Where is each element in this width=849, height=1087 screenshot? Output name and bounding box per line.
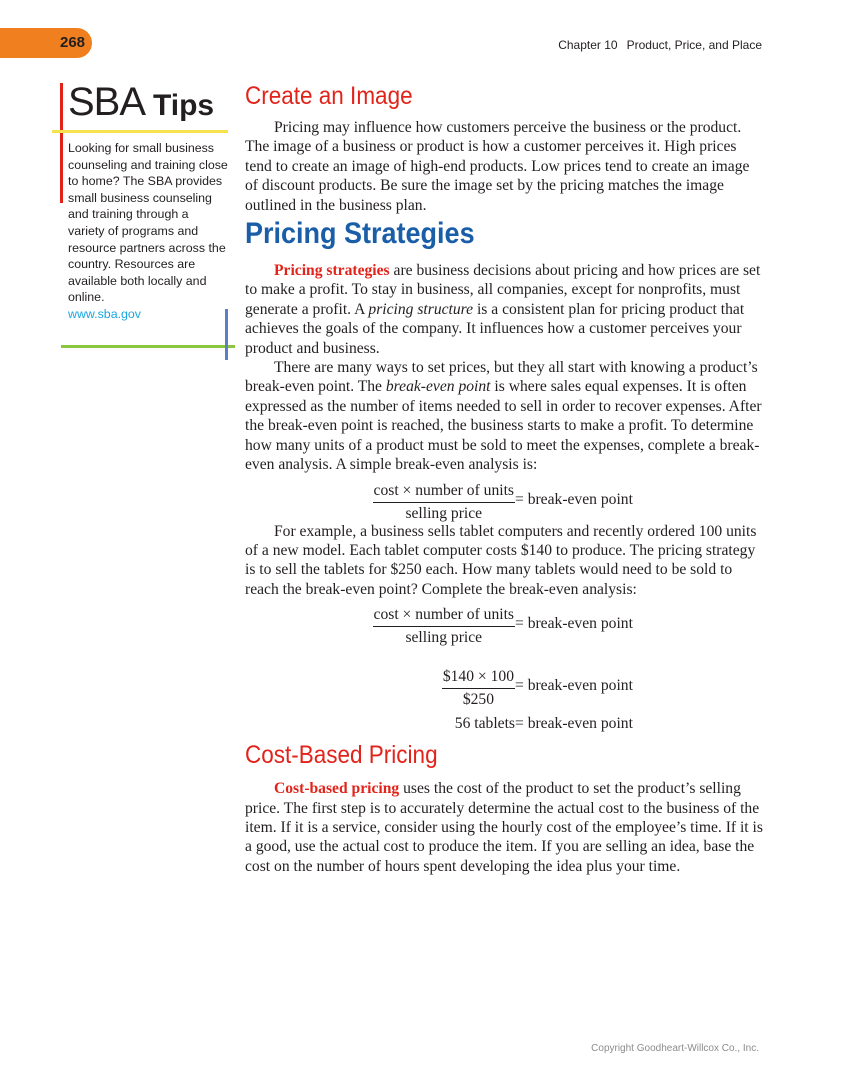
p1-text-a: are business decisions about pricing and how prices are set to make a profit. To stay in business, all companies, except for nonprofits, must generate a profit. A bbox=[245, 262, 761, 318]
sba-logo-text: SBA bbox=[68, 80, 143, 124]
break-even-formula bbox=[245, 481, 765, 522]
formula-denominator: selling price bbox=[405, 629, 483, 647]
create-image-paragraph: Pricing may influence how customers perceive the business or the product. The image of a business or product is how a customer perceives it. High prices tend to create an image of high-end products. Low prices tend to create an image of discount products. Be sure the image set by the pricing matches the image outlined in the business plan. bbox=[245, 119, 750, 214]
chapter-label: Chapter 10 bbox=[558, 38, 618, 52]
term-pricing-structure: pricing structure bbox=[368, 300, 474, 318]
formula-numerator: cost × number of units bbox=[373, 605, 515, 627]
create-image-heading: Create an Image bbox=[245, 82, 413, 110]
sidebar-body: Looking for small business counseling and training close to home? The SBA provides small business counseling and training through a variety of programs and resource partners across the country. Resources are available both locally and online. bbox=[68, 141, 228, 305]
cost-based-pricing-paragraph bbox=[245, 779, 765, 876]
cost-based-text: uses the cost of the product to set the product’s selling price. The first step is to accurately determine the actual cost to the business of the item. If it is a service, consider using the hourly cost of the employee’s time. If it is a good, use the actual cost to produce the item. If you are selling an idea, base the cost on the number of hours spent developing the idea plus your time. bbox=[245, 780, 763, 875]
sidebar-accent-green bbox=[61, 345, 235, 348]
pricing-strategies-paragraph-3: For example, a business sells tablet computers and recently ordered 100 units of a new model. Each tablet computer costs $140 to produce. The pricing strategy is to sell the tablets for $250 each. How many tablets would need to be sold to reach the break-even point? Complete the break-even analysis: bbox=[245, 522, 757, 598]
copyright-footer: Copyright Goodheart-Willcox Co., Inc. bbox=[591, 1043, 759, 1054]
formula-denominator: selling price bbox=[405, 504, 483, 522]
formula-result: = break-even point bbox=[515, 615, 633, 633]
cost-based-pricing-heading: Cost-Based Pricing bbox=[245, 741, 438, 770]
p2-text-a: There are many ways to set prices, but they all start with knowing a product’s break-even point. The bbox=[245, 359, 758, 396]
break-even-example-formula bbox=[245, 667, 765, 715]
pricing-strategies-paragraph-2 bbox=[245, 358, 765, 474]
term-break-even-point: break-even point bbox=[385, 378, 491, 396]
tips-logo-text: Tips bbox=[152, 89, 215, 122]
sba-tips-logo bbox=[68, 80, 214, 125]
main-column bbox=[245, 80, 765, 876]
chapter-title: Product, Price, and Place bbox=[626, 38, 762, 52]
example-denominator: $250 bbox=[462, 691, 494, 709]
formula-result: = break-even point bbox=[515, 715, 633, 733]
formula-result: = break-even point bbox=[515, 677, 633, 695]
sba-link[interactable]: www.sba.gov bbox=[68, 306, 142, 321]
p2-text-b: is where sales equal expenses. It is often expressed as the number of items needed to sell in order to recover expenses. After the break-even point is reached, the business starts to make a profit. To determine how many units of a product must be sold to meet the expenses, complete a break-even analysis. A simple break-even analysis is: bbox=[245, 378, 762, 474]
formula-fraction bbox=[373, 481, 515, 525]
sidebar-accent-red bbox=[60, 83, 63, 203]
formula-numerator: cost × number of units bbox=[373, 481, 515, 503]
pricing-strategies-paragraph-1 bbox=[245, 261, 765, 358]
example-numerator: $140 × 100 bbox=[442, 667, 515, 689]
pricing-strategies-heading: Pricing Strategies bbox=[245, 217, 475, 251]
answer-value: 56 tablets bbox=[454, 715, 515, 733]
break-even-formula-repeat bbox=[245, 605, 765, 667]
break-even-answer bbox=[245, 715, 765, 739]
running-header bbox=[558, 38, 762, 52]
formula-result: = break-even point bbox=[515, 490, 633, 508]
example-fraction bbox=[442, 667, 515, 711]
sidebar-accent-yellow bbox=[52, 130, 228, 133]
term-pricing-strategies: Pricing strategies bbox=[274, 262, 390, 280]
page-number: 268 bbox=[60, 34, 86, 51]
sidebar-text bbox=[68, 140, 228, 323]
formula-fraction bbox=[373, 605, 515, 649]
term-cost-based-pricing: Cost-based pricing bbox=[274, 780, 400, 798]
p1-text-b: is a consistent plan for pricing product that achieves the goals of the company. It influences how a customer perceives your product and business. bbox=[245, 300, 745, 357]
